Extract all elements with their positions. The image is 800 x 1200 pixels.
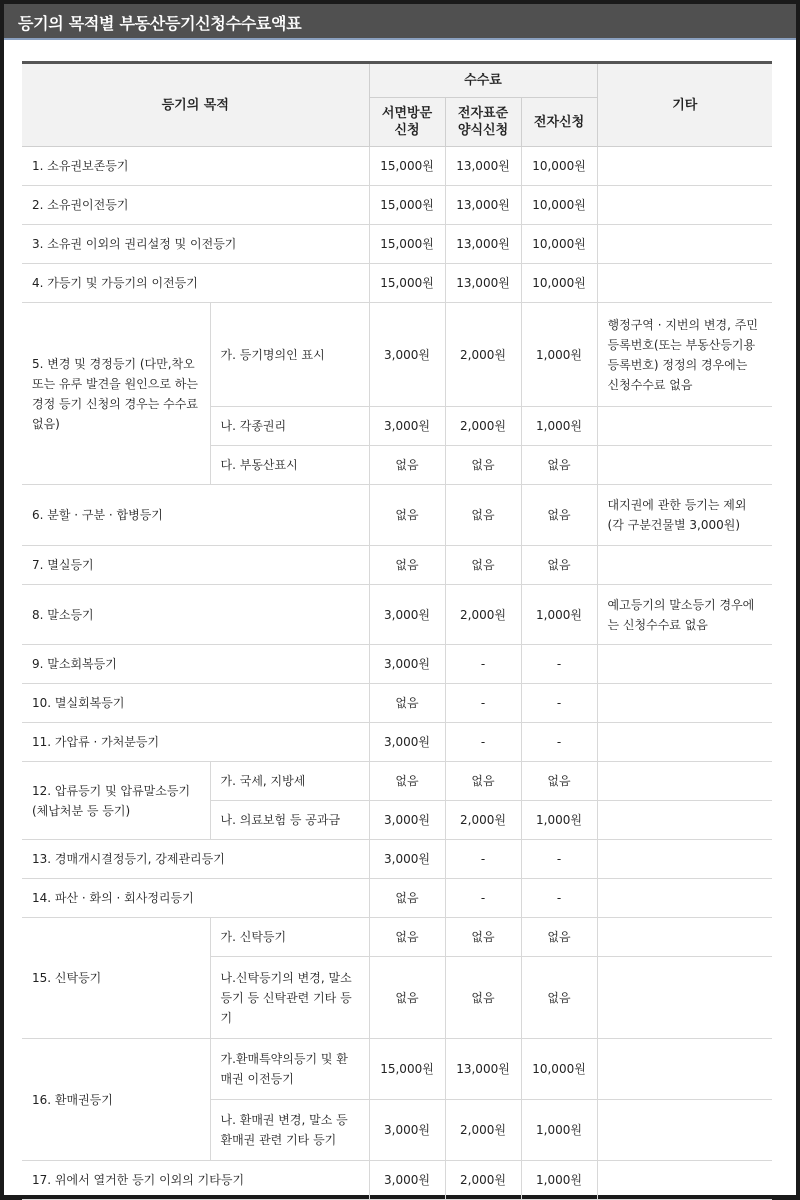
electronic-fee: 10,000원 [521,225,597,264]
visit-fee: 없음 [369,446,445,485]
note-cell [597,684,772,723]
electronic-fee: 1,000원 [521,1100,597,1161]
standard-fee: 없음 [445,957,521,1039]
visit-fee: 3,000원 [369,1100,445,1161]
visit-fee: 15,000원 [369,225,445,264]
table-row [22,585,772,645]
electronic-fee: - [521,684,597,723]
note-cell [597,225,772,264]
table-row [22,186,772,225]
table-row [22,225,772,264]
purpose-cell: 15. 신탁등기 [22,918,210,1039]
visit-fee: 없음 [369,762,445,801]
electronic-fee: 10,000원 [521,264,597,303]
electronic-fee: 없음 [521,546,597,585]
header-standard: 전자표준 양식신청 [445,98,521,147]
note-cell [597,801,772,840]
header-row [22,63,772,98]
sub-purpose-cell: 나.신탁등기의 변경, 말소등기 등 신탁관련 기타 등기 [210,957,369,1039]
electronic-fee: 10,000원 [521,1039,597,1100]
purpose-cell: 14. 파산 · 화의 · 회사정리등기 [22,879,369,918]
purpose-cell: 9. 말소회복등기 [22,645,369,684]
electronic-fee: 없음 [521,762,597,801]
visit-fee: 없음 [369,879,445,918]
visit-fee: 3,000원 [369,723,445,762]
sub-purpose-cell: 다. 부동산표시 [210,446,369,485]
note-cell [597,879,772,918]
electronic-fee: 1,000원 [521,801,597,840]
note-cell [597,840,772,879]
electronic-fee: 없음 [521,918,597,957]
visit-fee: 없음 [369,485,445,546]
electronic-fee: - [521,645,597,684]
standard-fee: - [445,645,521,684]
sub-purpose-cell: 가.환매특약의등기 및 환매권 이전등기 [210,1039,369,1100]
visit-fee: 없음 [369,918,445,957]
visit-fee: 없음 [369,957,445,1039]
sub-purpose-cell: 가. 등기명의인 표시 [210,303,369,407]
standard-fee: 없음 [445,762,521,801]
visit-fee: 15,000원 [369,1039,445,1100]
purpose-cell: 13. 경매개시결정등기, 강제관리등기 [22,840,369,879]
visit-fee: 15,000원 [369,264,445,303]
standard-fee: - [445,684,521,723]
electronic-fee: 1,000원 [521,1161,597,1200]
sub-purpose-cell: 나. 의료보험 등 공과금 [210,801,369,840]
visit-fee: 3,000원 [369,645,445,684]
standard-fee: 2,000원 [445,1100,521,1161]
table-row [22,840,772,879]
visit-fee: 3,000원 [369,303,445,407]
table-row [22,147,772,186]
standard-fee: 2,000원 [445,303,521,407]
note-cell [597,762,772,801]
purpose-cell: 11. 가압류 · 가처분등기 [22,723,369,762]
standard-fee: - [445,879,521,918]
page-title: 등기의 목적별 부동산등기신청수수료액표 [18,14,302,33]
standard-fee: 없음 [445,546,521,585]
purpose-cell: 17. 위에서 열거한 등기 이외의 기타등기 [22,1161,369,1200]
electronic-fee: 없음 [521,485,597,546]
purpose-cell: 12. 압류등기 및 압류말소등기 (체납처분 등 등기) [22,762,210,840]
standard-fee: 2,000원 [445,407,521,446]
note-cell [597,957,772,1039]
visit-fee: 3,000원 [369,801,445,840]
header-visit: 서면방문 신청 [369,98,445,147]
standard-fee: 2,000원 [445,1161,521,1200]
electronic-fee: 없음 [521,957,597,1039]
visit-fee: 없음 [369,546,445,585]
visit-fee: 3,000원 [369,840,445,879]
sub-purpose-cell: 나. 각종권리 [210,407,369,446]
purpose-cell: 3. 소유권 이외의 권리설정 및 이전등기 [22,225,369,264]
purpose-cell: 5. 변경 및 경정등기 (다만,착오 또는 유루 발견을 원인으로 하는 경정 등기 신청의 경우는 수수료 없음) [22,303,210,485]
page-frame [4,4,796,1195]
electronic-fee: 1,000원 [521,303,597,407]
standard-fee: - [445,723,521,762]
visit-fee: 없음 [369,684,445,723]
electronic-fee: - [521,723,597,762]
standard-fee: 2,000원 [445,801,521,840]
note-cell [597,1100,772,1161]
table-row [22,723,772,762]
note-cell [597,546,772,585]
electronic-fee: - [521,879,597,918]
note-cell [597,918,772,957]
purpose-cell: 10. 멸실회복등기 [22,684,369,723]
purpose-cell: 1. 소유권보존등기 [22,147,369,186]
note-cell [597,723,772,762]
standard-fee: 2,000원 [445,585,521,645]
purpose-cell: 2. 소유권이전등기 [22,186,369,225]
note-cell [597,186,772,225]
note-cell: 행정구역 · 지번의 변경, 주민등록번호(또는 부동산등기용 등록번호) 정정의 경우에는 신청수수료 없음 [597,303,772,407]
note-cell [597,264,772,303]
purpose-cell: 6. 분할 · 구분 · 합병등기 [22,485,369,546]
standard-fee: 13,000원 [445,225,521,264]
title-bar [4,4,796,40]
note-cell [597,407,772,446]
fee-table [22,61,772,1200]
visit-fee: 15,000원 [369,186,445,225]
purpose-cell: 16. 환매권등기 [22,1039,210,1161]
note-cell [597,1039,772,1100]
table-row [22,645,772,684]
electronic-fee: 1,000원 [521,585,597,645]
standard-fee: 13,000원 [445,186,521,225]
note-cell [597,1161,772,1200]
table-row [22,303,772,407]
visit-fee: 15,000원 [369,147,445,186]
header-fee: 수수료 [369,63,597,98]
standard-fee: 13,000원 [445,147,521,186]
sub-purpose-cell: 가. 국세, 지방세 [210,762,369,801]
note-cell: 예고등기의 말소등기 경우에는 신청수수료 없음 [597,585,772,645]
table-row [22,546,772,585]
standard-fee: 없음 [445,918,521,957]
purpose-cell: 7. 멸실등기 [22,546,369,585]
table-row [22,1161,772,1200]
table-row [22,264,772,303]
header-other: 기타 [597,63,772,147]
purpose-cell: 4. 가등기 및 가등기의 이전등기 [22,264,369,303]
note-cell: 대지권에 관한 등기는 제외 (각 구분건물별 3,000원) [597,485,772,546]
table-row [22,1039,772,1100]
standard-fee: 13,000원 [445,264,521,303]
visit-fee: 3,000원 [369,1161,445,1200]
header-electronic: 전자신청 [521,98,597,147]
table-row [22,879,772,918]
note-cell [597,147,772,186]
table-row [22,918,772,957]
purpose-cell: 8. 말소등기 [22,585,369,645]
note-cell [597,645,772,684]
standard-fee: 없음 [445,446,521,485]
table-row [22,684,772,723]
table-row [22,762,772,801]
standard-fee: 13,000원 [445,1039,521,1100]
visit-fee: 3,000원 [369,585,445,645]
sub-purpose-cell: 가. 신탁등기 [210,918,369,957]
sub-purpose-cell: 나. 환매권 변경, 말소 등 환매권 관련 기타 등기 [210,1100,369,1161]
electronic-fee: 10,000원 [521,186,597,225]
electronic-fee: 없음 [521,446,597,485]
electronic-fee: 10,000원 [521,147,597,186]
standard-fee: - [445,840,521,879]
visit-fee: 3,000원 [369,407,445,446]
table-row [22,485,772,546]
electronic-fee: - [521,840,597,879]
note-cell [597,446,772,485]
standard-fee: 없음 [445,485,521,546]
electronic-fee: 1,000원 [521,407,597,446]
header-purpose: 등기의 목적 [22,63,369,147]
